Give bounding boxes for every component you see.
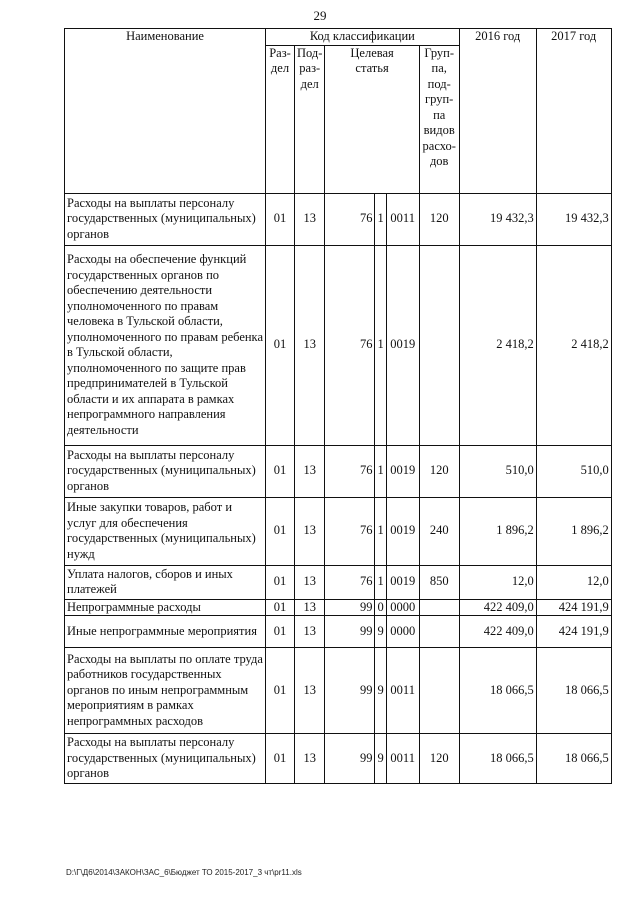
- row-amount-2017: 2 418,2: [536, 245, 611, 445]
- row-subsection: 13: [295, 565, 325, 599]
- row-subsection: 13: [295, 648, 325, 734]
- header-name: Наименование: [65, 29, 266, 194]
- row-target-article-direction: 0019: [386, 565, 419, 599]
- row-target-article-program: 99: [325, 616, 375, 648]
- row-name: Расходы на выплаты персоналу государственных (муниципальных) органов: [65, 734, 266, 784]
- row-target-article-program: 99: [325, 599, 375, 616]
- row-amount-2016: 422 409,0: [459, 616, 536, 648]
- row-target-article-subprogram: 1: [375, 193, 386, 245]
- row-amount-2016: 18 066,5: [459, 648, 536, 734]
- row-section: 01: [266, 497, 295, 565]
- row-subsection: 13: [295, 193, 325, 245]
- row-section: 01: [266, 193, 295, 245]
- row-target-article-program: 76: [325, 445, 375, 497]
- row-amount-2016: 422 409,0: [459, 599, 536, 616]
- table-row: [65, 245, 612, 445]
- row-expense-group: [419, 616, 459, 648]
- header-subsection: Под- раз- дел: [295, 45, 325, 193]
- row-name: Непрограммные расходы: [65, 599, 266, 616]
- row-name: Расходы на выплаты персоналу государственных (муниципальных) органов: [65, 445, 266, 497]
- page-number: 29: [313, 8, 327, 23]
- header-target-article: Целевая статья: [325, 45, 419, 193]
- row-target-article-direction: 0011: [386, 648, 419, 734]
- row-amount-2017: 424 191,9: [536, 599, 611, 616]
- row-target-article-program: 99: [325, 734, 375, 784]
- row-section: 01: [266, 445, 295, 497]
- table-row: [65, 616, 612, 648]
- row-target-article-subprogram: 9: [375, 734, 386, 784]
- row-target-article-direction: 0019: [386, 497, 419, 565]
- row-target-article-program: 76: [325, 565, 375, 599]
- row-target-article-subprogram: 9: [375, 616, 386, 648]
- row-amount-2017: 1 896,2: [536, 497, 611, 565]
- row-target-article-direction: 0000: [386, 616, 419, 648]
- row-target-article-direction: 0011: [386, 193, 419, 245]
- row-name: Уплата налогов, сборов и иных платежей: [65, 565, 266, 599]
- row-section: 01: [266, 734, 295, 784]
- row-section: 01: [266, 599, 295, 616]
- row-target-article-program: 76: [325, 245, 375, 445]
- row-expense-group: 240: [419, 497, 459, 565]
- header-year-2017: 2017 год: [536, 29, 611, 194]
- row-target-article-program: 76: [325, 497, 375, 565]
- row-amount-2016: 510,0: [459, 445, 536, 497]
- row-name: Расходы на выплаты по оплате труда работников государственных органов по иным непрограммным мероприятиям в рамках непрограммных расходов: [65, 648, 266, 734]
- table-row: [65, 565, 612, 599]
- row-target-article-program: 76: [325, 193, 375, 245]
- row-amount-2017: 19 432,3: [536, 193, 611, 245]
- row-subsection: 13: [295, 497, 325, 565]
- row-subsection: 13: [295, 245, 325, 445]
- row-target-article-subprogram: 9: [375, 648, 386, 734]
- row-target-article-direction: 0019: [386, 245, 419, 445]
- footer-file-path: D:\Г\Д6\2014\ЗАКОН\ЗАС_6\Бюджет ТО 2015-2017_3 чт\pr11.xls: [66, 868, 302, 877]
- row-target-article-direction: 0011: [386, 734, 419, 784]
- table-row: [65, 599, 612, 616]
- row-expense-group: 120: [419, 734, 459, 784]
- row-name: Иные непрограммные мероприятия: [65, 616, 266, 648]
- row-expense-group: 120: [419, 193, 459, 245]
- row-name: Расходы на обеспечение функций государственных органов по обеспечению деятельности уполномоченного по правам человека в Тульской области, уполномоченного по правам ребенка в Тульской области, уполномоченного по защите прав предпринимателей в Тульской области и их аппарата в рамках непрограммного направления деятельности: [65, 245, 266, 445]
- table-row: [65, 445, 612, 497]
- row-section: 01: [266, 648, 295, 734]
- header-group: Груп- па, под- груп- па видов расхо- дов: [419, 45, 459, 193]
- row-expense-group: [419, 648, 459, 734]
- row-subsection: 13: [295, 445, 325, 497]
- row-amount-2016: 2 418,2: [459, 245, 536, 445]
- row-section: 01: [266, 616, 295, 648]
- row-target-article-subprogram: 1: [375, 497, 386, 565]
- row-amount-2016: 1 896,2: [459, 497, 536, 565]
- row-name: Иные закупки товаров, работ и услуг для обеспечения государственных (муниципальных) нужд: [65, 497, 266, 565]
- row-amount-2017: 12,0: [536, 565, 611, 599]
- row-target-article-subprogram: 1: [375, 565, 386, 599]
- row-target-article-direction: 0000: [386, 599, 419, 616]
- row-amount-2016: 18 066,5: [459, 734, 536, 784]
- row-section: 01: [266, 245, 295, 445]
- row-amount-2017: 424 191,9: [536, 616, 611, 648]
- row-amount-2016: 12,0: [459, 565, 536, 599]
- table-row: [65, 648, 612, 734]
- row-expense-group: 120: [419, 445, 459, 497]
- row-target-article-program: 99: [325, 648, 375, 734]
- row-target-article-subprogram: 1: [375, 445, 386, 497]
- row-section: 01: [266, 565, 295, 599]
- table-row: [65, 193, 612, 245]
- table-row: [65, 497, 612, 565]
- row-target-article-subprogram: 1: [375, 245, 386, 445]
- row-subsection: 13: [295, 734, 325, 784]
- row-expense-group: 850: [419, 565, 459, 599]
- row-amount-2017: 18 066,5: [536, 648, 611, 734]
- row-amount-2017: 510,0: [536, 445, 611, 497]
- row-amount-2016: 19 432,3: [459, 193, 536, 245]
- row-subsection: 13: [295, 599, 325, 616]
- row-expense-group: [419, 245, 459, 445]
- row-expense-group: [419, 599, 459, 616]
- row-name: Расходы на выплаты персоналу государственных (муниципальных) органов: [65, 193, 266, 245]
- header-year-2016: 2016 год: [459, 29, 536, 194]
- row-target-article-subprogram: 0: [375, 599, 386, 616]
- budget-table: [64, 28, 612, 784]
- header-code: Код классификации: [266, 29, 460, 46]
- row-target-article-direction: 0019: [386, 445, 419, 497]
- row-amount-2017: 18 066,5: [536, 734, 611, 784]
- header-section: Раз- дел: [266, 45, 295, 193]
- row-subsection: 13: [295, 616, 325, 648]
- table-row: [65, 734, 612, 784]
